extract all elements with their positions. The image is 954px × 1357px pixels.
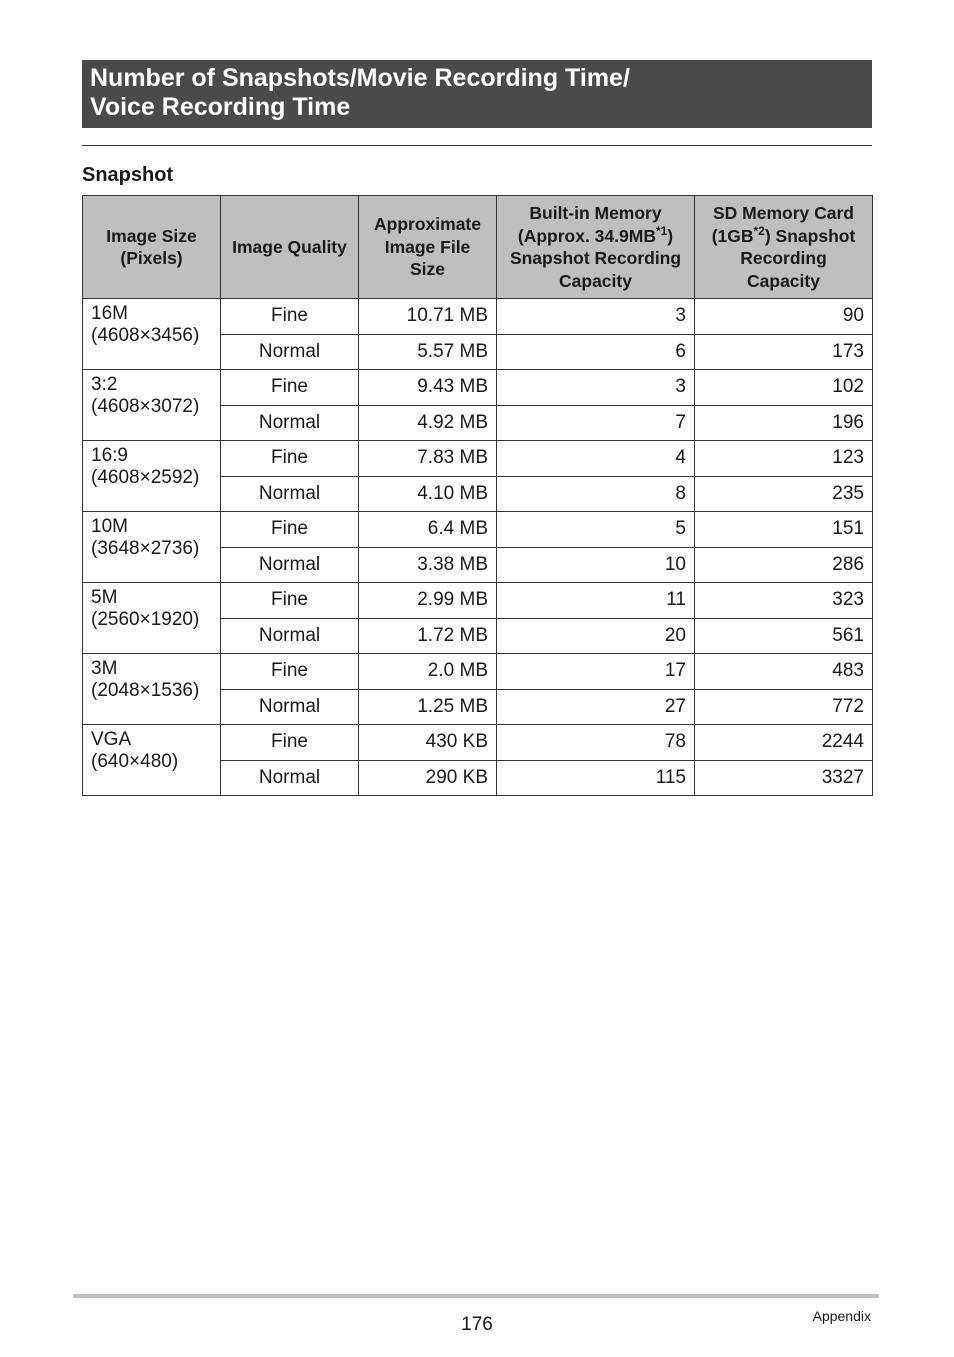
- header-file-size-line-3: Size: [409, 259, 446, 280]
- builtin-capacity-cell: 4: [497, 441, 695, 477]
- sd-capacity-cell: 173: [695, 334, 873, 370]
- image-size-label: VGA: [91, 729, 132, 750]
- sd-capacity-cell: 123: [695, 441, 873, 477]
- image-quality-cell: Normal: [221, 334, 359, 370]
- image-size-pixels: (2560×1920): [91, 609, 200, 630]
- image-size-label: 16M: [91, 303, 128, 324]
- builtin-capacity-cell: 20: [497, 618, 695, 654]
- file-size-cell: 3.38 MB: [359, 547, 497, 583]
- image-size-cell: [83, 299, 221, 370]
- image-size-label: 16:9: [91, 445, 128, 466]
- image-size-pixels: (2048×1536): [91, 680, 200, 701]
- table-row: [83, 370, 873, 406]
- file-size-cell: 1.25 MB: [359, 689, 497, 725]
- title-divider: [82, 145, 872, 146]
- header-sd-line-4: Capacity: [747, 270, 820, 291]
- builtin-capacity-cell: 10: [497, 547, 695, 583]
- image-size-label: 10M: [91, 516, 128, 537]
- builtin-capacity-cell: 8: [497, 476, 695, 512]
- sd-capacity-cell: 196: [695, 405, 873, 441]
- table-row: [83, 512, 873, 548]
- file-size-cell: 1.72 MB: [359, 618, 497, 654]
- header-sd-line-1: SD Memory Card: [712, 203, 854, 223]
- table-row: [83, 441, 873, 477]
- image-quality-cell: Fine: [221, 583, 359, 619]
- header-builtin-line-3: Snapshot Recording: [509, 248, 682, 268]
- builtin-capacity-cell: 17: [497, 654, 695, 690]
- header-image-size-line-2: (Pixels): [120, 248, 183, 268]
- image-quality-cell: Fine: [221, 441, 359, 477]
- sd-capacity-cell: 323: [695, 583, 873, 619]
- page-number: 176: [461, 1314, 493, 1335]
- image-quality-cell: Normal: [221, 405, 359, 441]
- sd-capacity-cell: 561: [695, 618, 873, 654]
- header-file-size-line-2: Image File: [384, 236, 471, 257]
- image-size-label: 3M: [91, 658, 118, 679]
- image-size-pixels: (640×480): [91, 751, 179, 772]
- footnote-marker-2: *2: [753, 223, 765, 238]
- image-quality-cell: Fine: [221, 299, 359, 335]
- image-size-cell: [83, 441, 221, 512]
- image-quality-cell: Normal: [221, 476, 359, 512]
- builtin-capacity-cell: 3: [497, 299, 695, 335]
- file-size-cell: 5.57 MB: [359, 334, 497, 370]
- builtin-capacity-cell: 5: [497, 512, 695, 548]
- sd-capacity-cell: 483: [695, 654, 873, 690]
- file-size-cell: 4.10 MB: [359, 476, 497, 512]
- image-size-cell: [83, 370, 221, 441]
- footnote-marker-1: *1: [655, 223, 668, 238]
- image-size-pixels: (4608×3456): [91, 325, 200, 346]
- file-size-cell: 10.71 MB: [359, 299, 497, 335]
- image-quality-cell: Fine: [221, 725, 359, 761]
- builtin-capacity-cell: 7: [497, 405, 695, 441]
- file-size-cell: 9.43 MB: [359, 370, 497, 406]
- header-sd-line-2-pre: (1GB: [711, 225, 754, 246]
- image-size-cell: [83, 512, 221, 583]
- file-size-cell: 4.92 MB: [359, 405, 497, 441]
- header-image-size-line-1: Image Size: [106, 225, 197, 246]
- header-sd-card: [695, 196, 873, 299]
- image-size-cell: [83, 725, 221, 796]
- sd-capacity-cell: 2244: [695, 725, 873, 761]
- image-size-cell: [83, 654, 221, 725]
- page-title-line-2: Voice Recording Time: [90, 93, 351, 121]
- header-image-quality: [221, 196, 359, 299]
- table-row: [83, 299, 873, 335]
- header-file-size: [359, 196, 497, 299]
- builtin-capacity-cell: 115: [497, 760, 695, 796]
- header-builtin-line-2-post: ): [667, 225, 674, 246]
- table-row: [83, 725, 873, 761]
- table-row: [83, 583, 873, 619]
- footer-divider: [73, 1294, 879, 1298]
- table-body: [83, 299, 873, 796]
- page-title-line-1: Number of Snapshots/Movie Recording Time/: [90, 64, 630, 92]
- section-heading: Snapshot: [82, 164, 174, 186]
- image-size-label: 3:2: [91, 374, 118, 395]
- image-quality-cell: Normal: [221, 760, 359, 796]
- sd-capacity-cell: 3327: [695, 760, 873, 796]
- file-size-cell: 2.99 MB: [359, 583, 497, 619]
- image-size-pixels: (3648×2736): [91, 538, 200, 559]
- header-builtin-memory: [497, 196, 695, 299]
- sd-capacity-cell: 102: [695, 370, 873, 406]
- builtin-capacity-cell: 78: [497, 725, 695, 761]
- builtin-capacity-cell: 3: [497, 370, 695, 406]
- header-sd-line-2-post: ) Snapshot: [764, 225, 856, 246]
- sd-capacity-cell: 235: [695, 476, 873, 512]
- image-size-pixels: (4608×3072): [91, 396, 200, 417]
- sd-capacity-cell: 286: [695, 547, 873, 583]
- builtin-capacity-cell: 27: [497, 689, 695, 725]
- image-size-cell: [83, 583, 221, 654]
- header-image-quality-label: Image Quality: [232, 236, 347, 257]
- header-builtin-line-4: Capacity: [559, 270, 632, 291]
- image-quality-cell: Normal: [221, 689, 359, 725]
- title-banner: [82, 60, 872, 128]
- header-sd-line-3: Recording: [740, 248, 827, 268]
- image-quality-cell: Fine: [221, 370, 359, 406]
- header-file-size-line-1: Approximate: [374, 214, 481, 235]
- image-quality-cell: Normal: [221, 618, 359, 654]
- image-size-label: 5M: [91, 587, 118, 608]
- table-row: [83, 654, 873, 690]
- file-size-cell: 430 KB: [359, 725, 497, 761]
- snapshot-capacity-table: [82, 195, 873, 796]
- builtin-capacity-cell: 6: [497, 334, 695, 370]
- footer-section-name: Appendix: [812, 1308, 871, 1324]
- file-size-cell: 7.83 MB: [359, 441, 497, 477]
- builtin-capacity-cell: 11: [497, 583, 695, 619]
- image-quality-cell: Fine: [221, 512, 359, 548]
- file-size-cell: 6.4 MB: [359, 512, 497, 548]
- file-size-cell: 2.0 MB: [359, 654, 497, 690]
- image-quality-cell: Fine: [221, 654, 359, 690]
- sd-capacity-cell: 772: [695, 689, 873, 725]
- header-builtin-line-1: Built-in Memory: [529, 203, 662, 223]
- file-size-cell: 290 KB: [359, 760, 497, 796]
- table-header-row: [83, 196, 873, 299]
- image-size-pixels: (4608×2592): [91, 467, 200, 488]
- header-builtin-line-2-pre: (Approx. 34.9MB: [517, 225, 656, 246]
- sd-capacity-cell: 90: [695, 299, 873, 335]
- header-image-size: [83, 196, 221, 299]
- sd-capacity-cell: 151: [695, 512, 873, 548]
- image-quality-cell: Normal: [221, 547, 359, 583]
